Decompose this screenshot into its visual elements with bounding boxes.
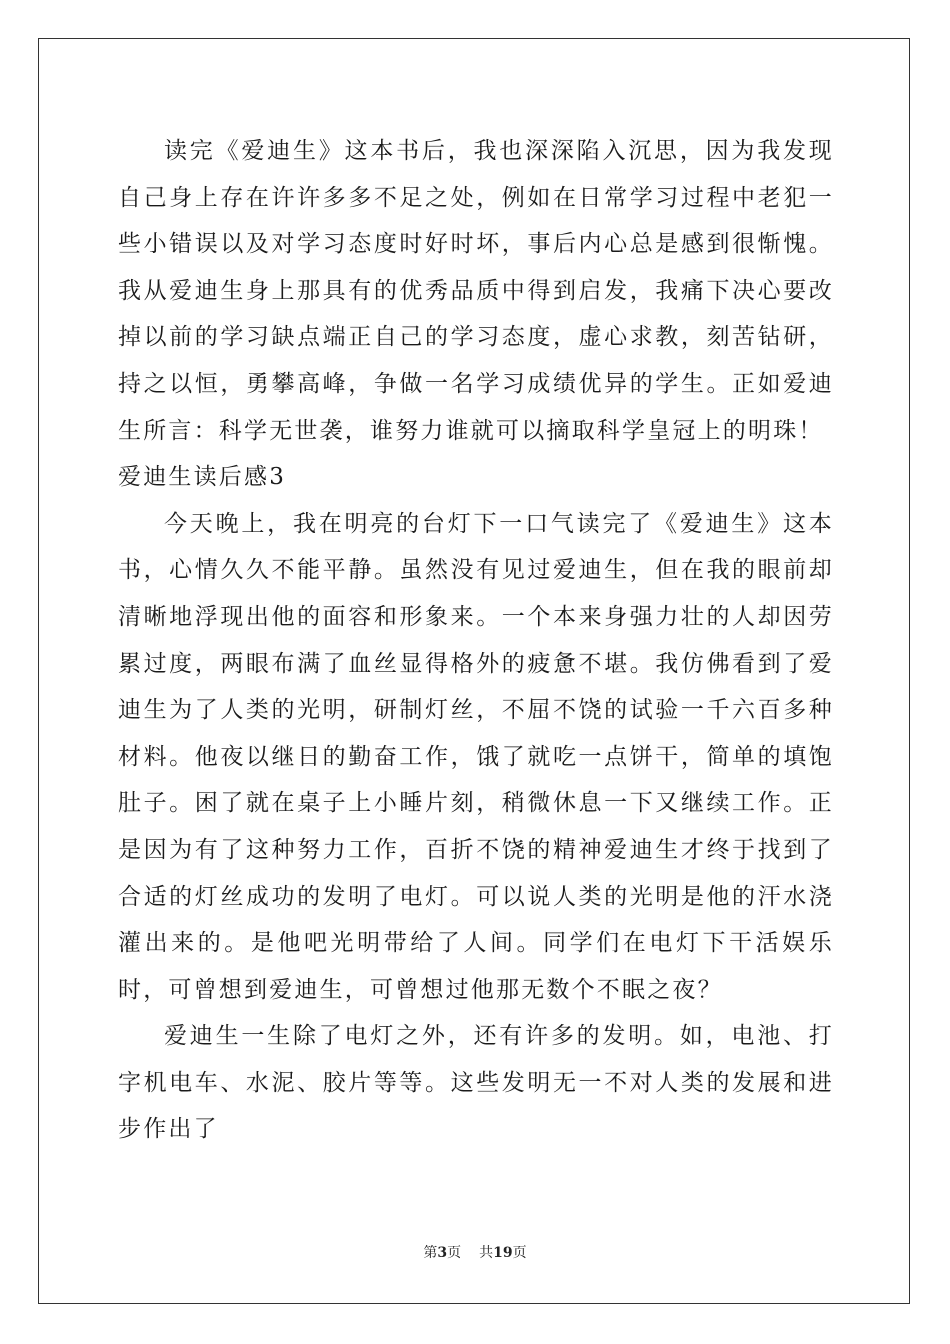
- section-heading: 爱迪生读后感3: [118, 464, 287, 491]
- paragraph-conclusion: 读完《爱迪生》这本书后，我也深深陷入沉思，因为我发现自己身上存在许许多多不足之处，例如在日常学习过程中老犯一些小错误以及对学习态度时好时坏，事后内心总是感到很惭愧。我从爱迪生身上那具有的优秀品质中得到启发，我痛下决心要改掉以前的学习缺点端正自己的学习态度，虚心求教，刻苦钻研，持之以恒，勇攀高峰，争做一名学习成绩优异的学生。正如爱迪生所言：科学无世袭，谁努力谁就可以摘取科学皇冠上的明珠！: [118, 138, 834, 444]
- footer-total-unit: 页: [512, 1245, 527, 1261]
- footer-page-unit: 页: [447, 1245, 462, 1261]
- paragraph-inventions: 爱迪生一生除了电灯之外，还有许多的发明。如，电池、打字机电车、水泥、胶片等等。这些发明无一不对人类的发展和进步作出了: [118, 1023, 834, 1143]
- footer-page-prefix: 第: [423, 1245, 438, 1261]
- footer-total-prefix: 共: [479, 1245, 494, 1261]
- footer-total-pages: 19: [493, 1245, 513, 1261]
- page-footer: [0, 1242, 950, 1262]
- document-body: [118, 128, 834, 1153]
- footer-current-page: 3: [437, 1245, 448, 1261]
- paragraph-tonight: 今天晚上，我在明亮的台灯下一口气读完了《爱迪生》这本书，心情久久不能平静。虽然没有见过爱迪生，但在我的眼前却清晰地浮现出他的面容和形象来。一个本来身强力壮的人却因劳累过度，两眼布满了血丝显得格外的疲惫不堪。我仿佛看到了爱迪生为了人类的光明，研制灯丝，不屈不饶的试验一千六百多种材料。他夜以继日的勤奋工作，饿了就吃一点饼干，简单的填饱肚子。困了就在桌子上小睡片刻，稍微休息一下又继续工作。正是因为有了这种努力工作，百折不饶的精神爱迪生才终于找到了合适的灯丝成功的发明了电灯。可以说人类的光明是他的汗水浇灌出来的。是他吧光明带给了人间。同学们在电灯下干活娱乐时，可曾想到爱迪生，可曾想过他那无数个不眠之夜？: [118, 510, 834, 1003]
